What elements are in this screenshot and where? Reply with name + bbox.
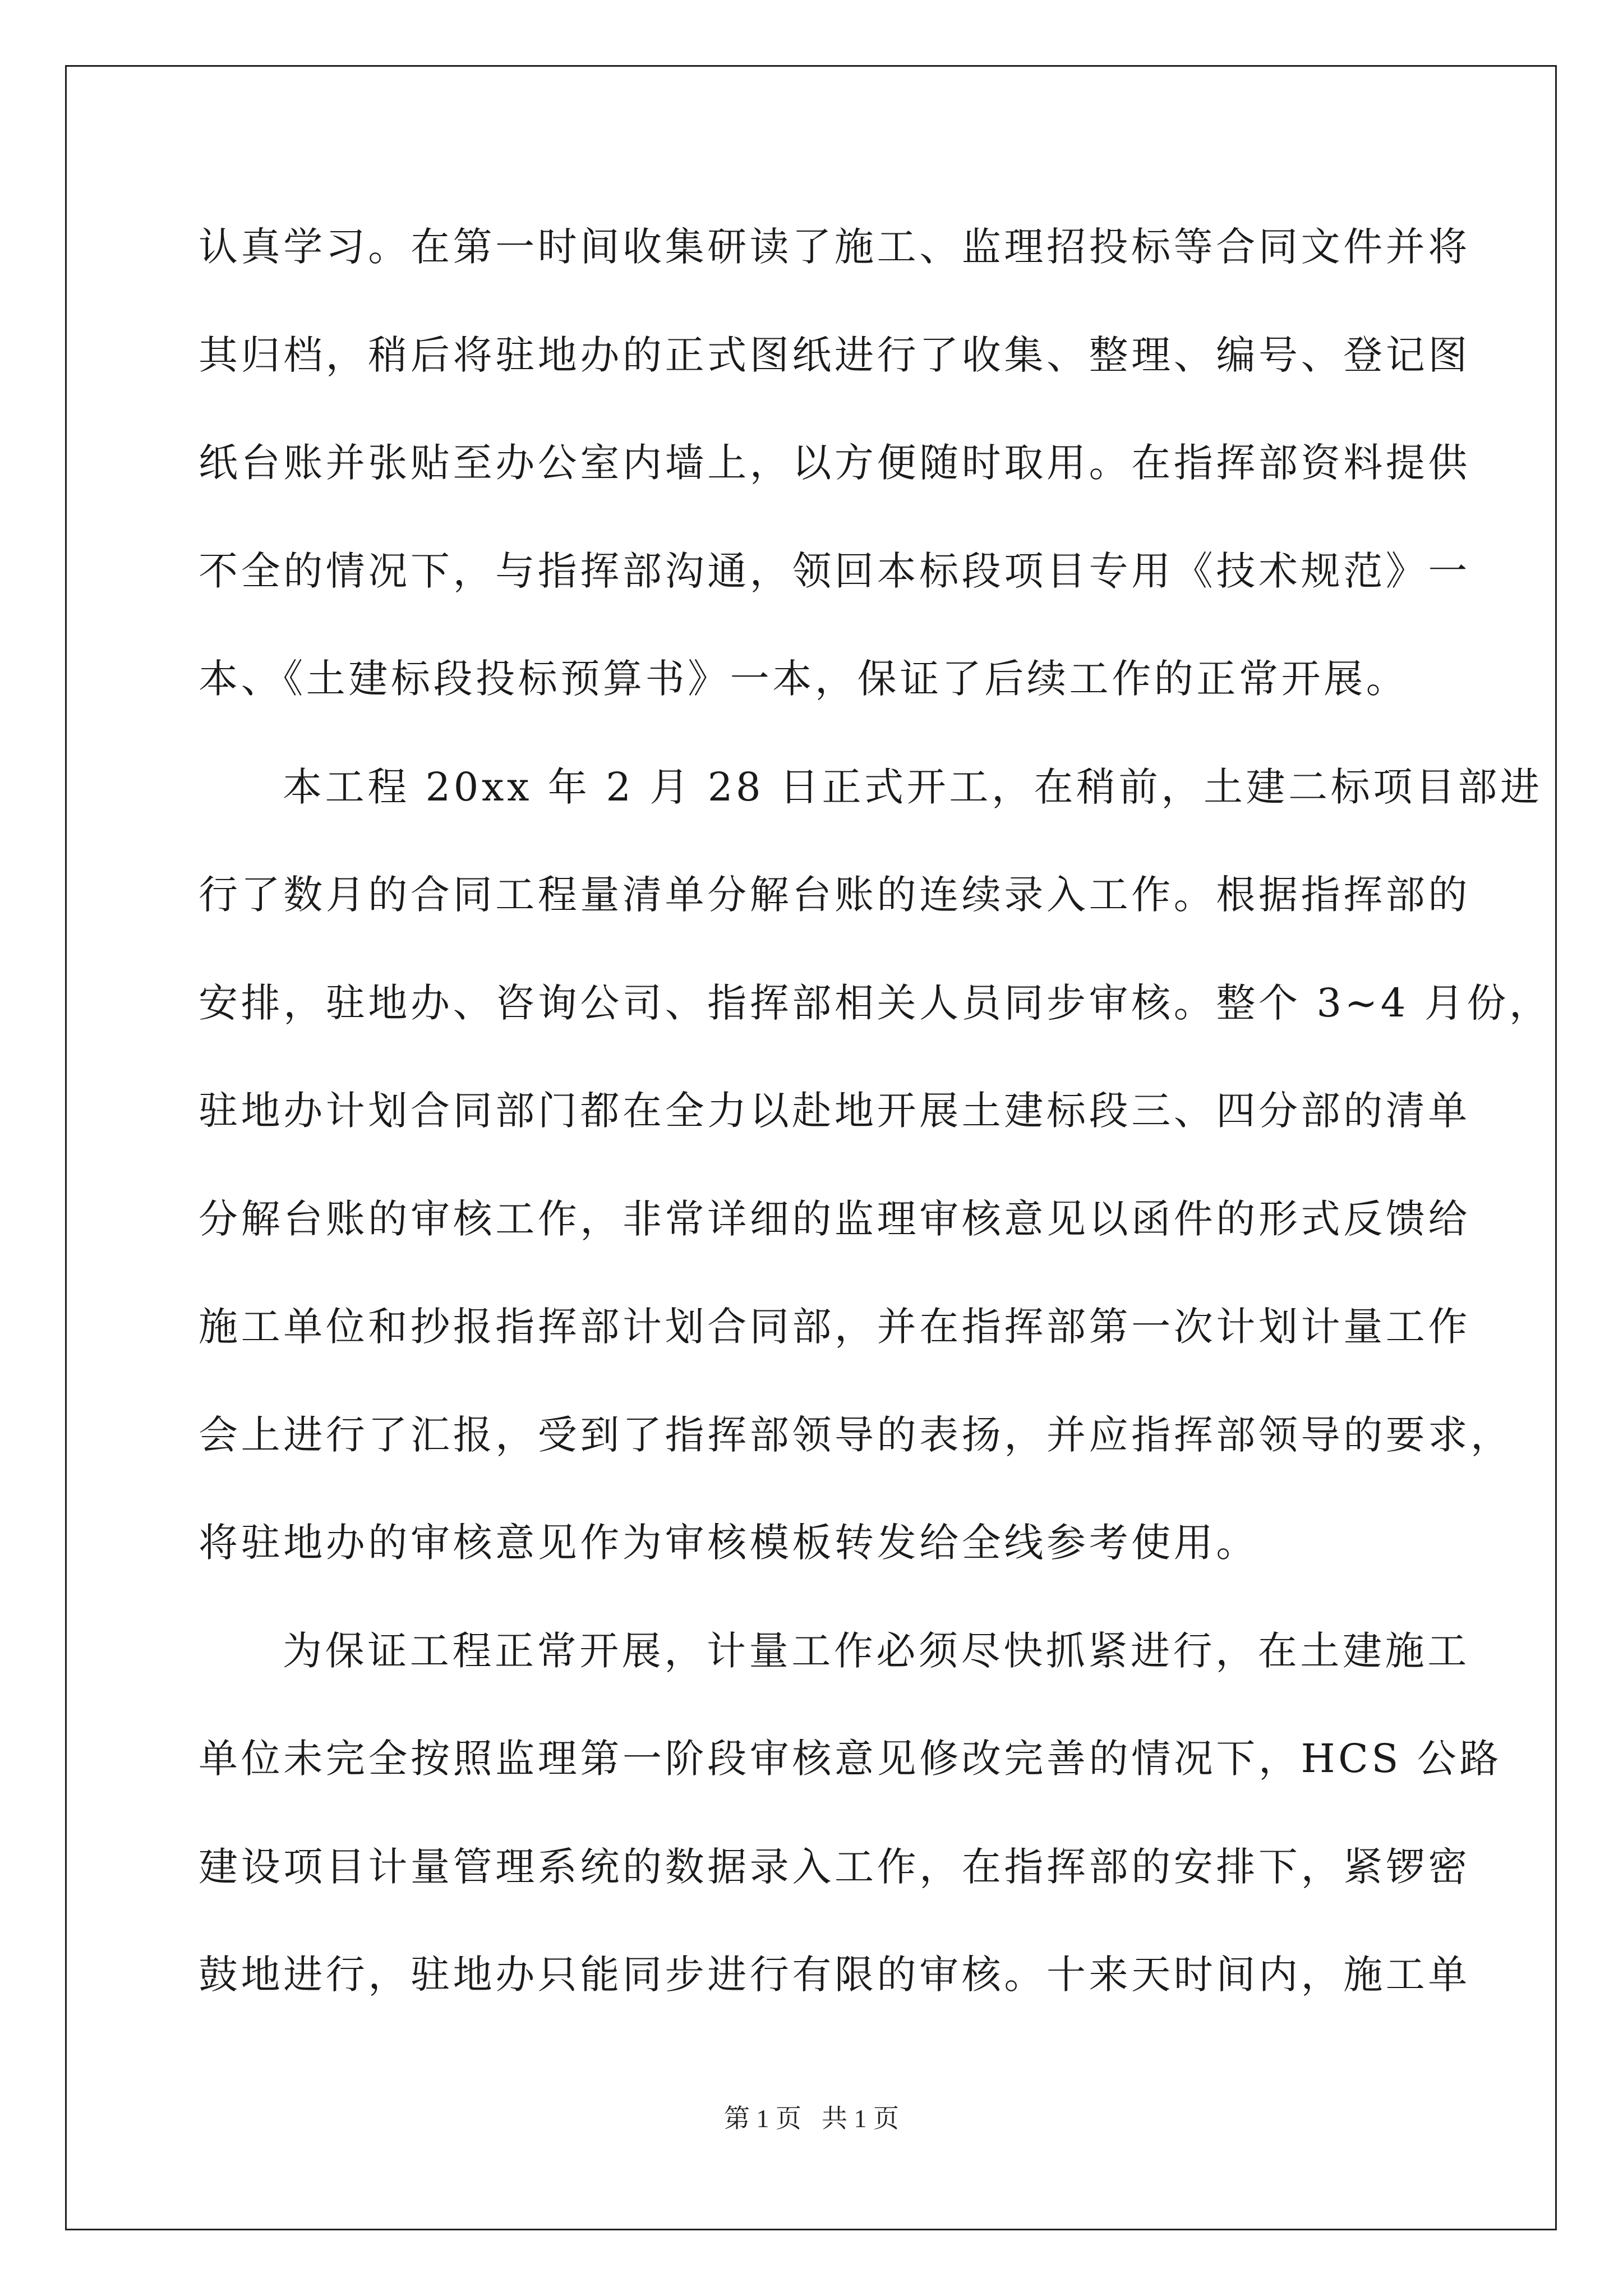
text-line: 施工单位和抄报指挥部计划合同部，并在指挥部第一次计划计量工作 [199, 1304, 1470, 1350]
text-line: 分解台账的审核工作，非常详细的监理审核意见以函件的形式反馈给 [199, 1195, 1470, 1242]
text-line: 其归档，稍后将驻地办的正式图纸进行了收集、整理、编号、登记图 [199, 332, 1470, 378]
text-line: 鼓地进行，驻地办只能同步进行有限的审核。十来天时间内，施工单 [199, 1952, 1470, 1998]
paragraph-first-line: 本工程 20xx 年 2 月 28 日正式开工，在稍前，土建二标项目部进 [283, 763, 1543, 810]
text-line: 驻地办计划合同部门都在全力以赴地开展土建标段三、四分部的清单 [199, 1088, 1470, 1134]
text-line: 建设项目计量管理系统的数据录入工作，在指挥部的安排下，紧锣密 [199, 1843, 1470, 1890]
page-number: 第 1 页 [724, 2104, 801, 2133]
page-footer [0, 2098, 1623, 2135]
document-body [199, 216, 1552, 2052]
page-total: 共 1 页 [822, 2104, 899, 2133]
text-line: 不全的情况下，与指挥部沟通，领回本标段项目专用《技术规范》一 [199, 547, 1470, 594]
text-line: 本、《土建标段投标预算书》一本，保证了后续工作的正常开展。 [199, 656, 1409, 702]
text-line: 纸台账并张贴至办公室内墙上，以方便随时取用。在指挥部资料提供 [199, 440, 1470, 486]
text-line: 将驻地办的审核意见作为审核模板转发给全线参考使用。 [199, 1520, 1258, 1566]
text-line: 行了数月的合同工程量清单分解台账的连续录入工作。根据指挥部的 [199, 872, 1470, 918]
text-line: 认真学习。在第一时间收集研读了施工、监理招投标等合同文件并将 [199, 224, 1470, 270]
text-line: 安排，驻地办、咨询公司、指挥部相关人员同步审核。整个 3~4 月份， [199, 979, 1552, 1026]
text-line: 单位未完全按照监理第一阶段审核意见修改完善的情况下，HCS 公路 [199, 1736, 1502, 1782]
paragraph-first-line: 为保证工程正常开展，计量工作必须尽快抓紧进行，在土建施工 [283, 1627, 1470, 1674]
text-line: 会上进行了汇报，受到了指挥部领导的表扬，并应指挥部领导的要求， [199, 1411, 1513, 1458]
